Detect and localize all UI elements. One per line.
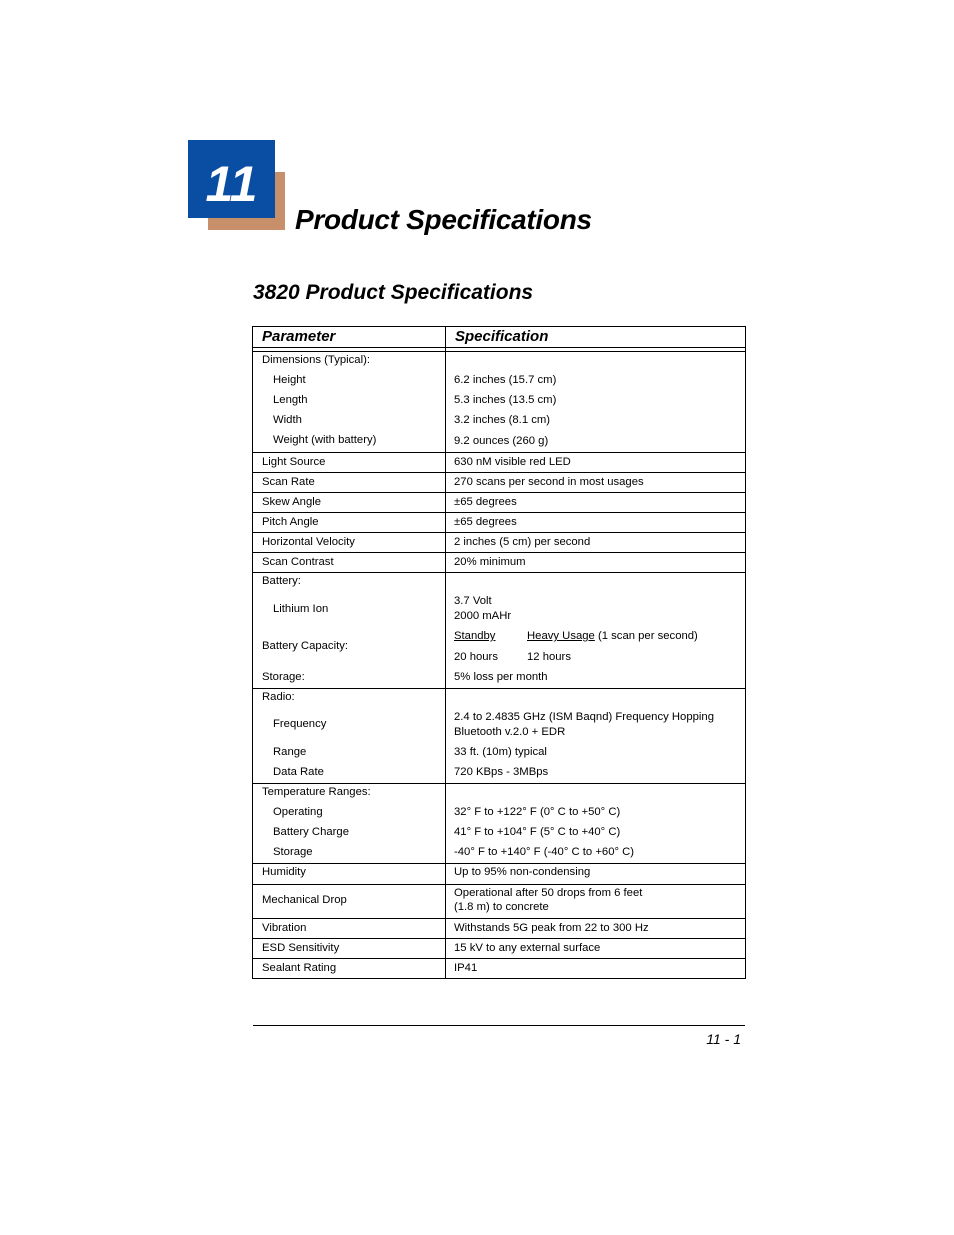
temp-storage-label: Storage <box>273 846 313 858</box>
mechanical-drop-value-1: Operational after 50 drops from 6 feet <box>454 887 643 899</box>
table-row <box>253 783 745 864</box>
battery-capacity-label: Battery Capacity: <box>262 640 349 652</box>
frequency-value-2: Bluetooth v.2.0 + EDR <box>454 726 566 738</box>
light-source-label: Light Source <box>262 456 326 468</box>
temperature-label: Temperature Ranges: <box>262 786 371 798</box>
radio-label: Radio: <box>262 691 295 703</box>
esd-label: ESD Sensitivity <box>262 942 340 954</box>
chapter-title: Product Specifications <box>295 204 592 235</box>
scan-contrast-value: 20% minimum <box>454 556 526 568</box>
chapter-number-box <box>188 140 275 218</box>
battery-label: Battery: <box>262 575 301 587</box>
mechanical-drop-label: Mechanical Drop <box>262 894 347 906</box>
table-row <box>253 472 745 493</box>
heavy-usage-label: Heavy Usage <box>527 630 595 642</box>
esd-value: 15 kV to any external surface <box>454 942 601 954</box>
data-rate-value: 720 KBps - 3MBps <box>454 766 549 778</box>
skew-angle-label: Skew Angle <box>262 496 322 508</box>
horizontal-velocity-value: 2 inches (5 cm) per second <box>454 536 591 548</box>
heavy-usage-note: (1 scan per second) <box>594 630 698 642</box>
humidity-label: Humidity <box>262 866 306 878</box>
scan-rate-value: 270 scans per second in most usages <box>454 476 644 488</box>
lithium-ion-label: Lithium Ion <box>273 603 329 615</box>
standby-label: Standby <box>454 630 496 642</box>
spec-table <box>252 326 746 979</box>
dimensions-label: Dimensions (Typical): <box>262 354 370 366</box>
battery-storage-label: Storage: <box>262 671 305 683</box>
battery-charge-label: Battery Charge <box>273 826 349 838</box>
battery-charge-value: 41° F to +104° F (5° C to +40° C) <box>454 826 621 838</box>
mechanical-drop-value-2: (1.8 m) to concrete <box>454 901 549 913</box>
sealant-label: Sealant Rating <box>262 962 337 974</box>
horizontal-velocity-label: Horizontal Velocity <box>262 536 355 548</box>
temp-storage-value: -40° F to +140° F (-40° C to +60° C) <box>454 846 635 858</box>
standby-hours: 20 hours <box>454 651 498 663</box>
scan-rate-label: Scan Rate <box>262 476 315 488</box>
data-rate-label: Data Rate <box>273 766 324 778</box>
table-row <box>253 532 745 553</box>
weight-label: Weight (with battery) <box>273 434 377 446</box>
width-value: 3.2 inches (8.1 cm) <box>454 414 551 426</box>
weight-value: 9.2 ounces (260 g) <box>454 435 549 447</box>
heavy-usage-hours: 12 hours <box>527 651 571 663</box>
frequency-value-1: 2.4 to 2.4835 GHz (ISM Baqnd) Frequency Hopping <box>454 711 714 723</box>
footer-rule <box>253 1025 745 1026</box>
operating-value: 32° F to +122° F (0° C to +50° C) <box>454 806 621 818</box>
table-row <box>253 863 745 885</box>
scan-contrast-label: Scan Contrast <box>262 556 334 568</box>
width-label: Width <box>273 414 302 426</box>
table-row <box>253 572 745 689</box>
height-value: 6.2 inches (15.7 cm) <box>454 374 557 386</box>
header-specification: Specification <box>455 328 549 345</box>
header-parameter: Parameter <box>262 328 336 345</box>
table-row <box>253 492 745 513</box>
frequency-label: Frequency <box>273 718 327 730</box>
table-header <box>253 327 745 348</box>
pitch-angle-value: ±65 degrees <box>454 516 517 528</box>
length-value: 5.3 inches (13.5 cm) <box>454 394 557 406</box>
section-title: 3820 Product Specifications <box>253 281 534 304</box>
skew-angle-value: ±65 degrees <box>454 496 517 508</box>
table-row <box>253 512 745 533</box>
chapter-number: 11 <box>205 156 258 212</box>
battery-mah: 2000 mAHr <box>454 610 512 622</box>
table-row <box>253 958 745 979</box>
range-value: 33 ft. (10m) typical <box>454 746 547 758</box>
table-row <box>253 918 745 939</box>
light-source-value: 630 nM visible red LED <box>454 456 571 468</box>
height-label: Height <box>273 374 306 386</box>
battery-storage-value: 5% loss per month <box>454 671 548 683</box>
range-label: Range <box>273 746 307 758</box>
table-row <box>253 452 745 473</box>
table-row <box>253 884 745 919</box>
table-row <box>253 552 745 573</box>
humidity-value: Up to 95% non-condensing <box>454 866 591 878</box>
vibration-value: Withstands 5G peak from 22 to 300 Hz <box>454 922 649 934</box>
table-row <box>253 352 745 452</box>
table-body <box>253 352 745 978</box>
vibration-label: Vibration <box>262 922 307 934</box>
operating-label: Operating <box>273 806 323 818</box>
battery-voltage: 3.7 Volt <box>454 595 492 607</box>
pitch-angle-label: Pitch Angle <box>262 516 319 528</box>
sealant-value: IP41 <box>454 962 478 974</box>
heavy-usage-heading <box>527 630 698 643</box>
length-label: Length <box>273 394 308 406</box>
table-row <box>253 688 745 784</box>
table-row <box>253 938 745 959</box>
page-number: 11 - 1 <box>706 1031 741 1047</box>
